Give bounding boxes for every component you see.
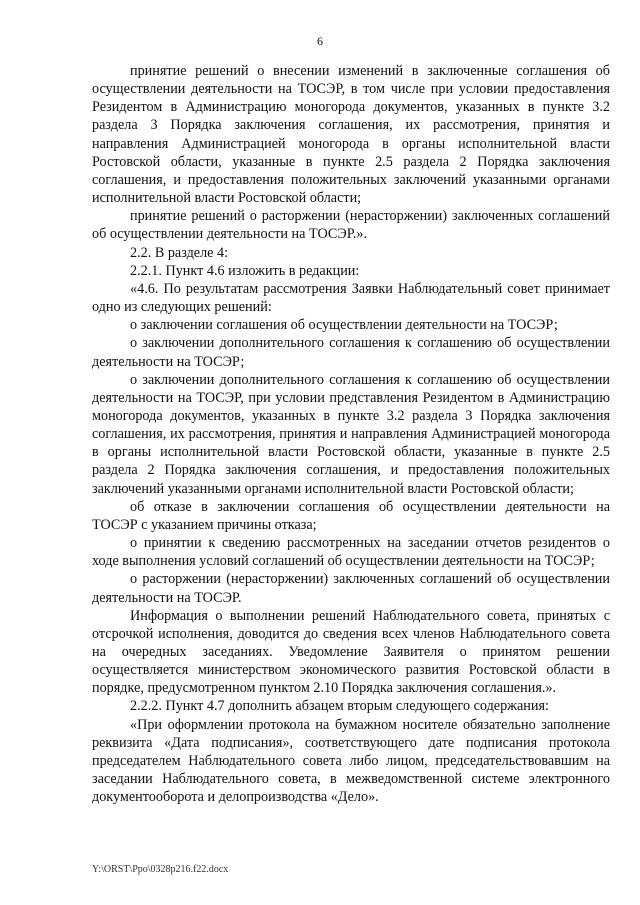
paragraph-reports-acknowledgement: о принятии к сведению рассмотренных на заседании отчетов резидентов о ходе выполнения условий соглашений об осуществлении деятельности на ТОСЭР; [92, 535, 610, 570]
paragraph-amendment-decisions: принятие решений о внесении изменений в заключенные соглашения об осуществлении деятельности на ТОСЭР, в том числе при условии предоставления Резидентом в Администрацию моногорода документов, указанных в пункте 3.2 раздела 3 Порядка заключения соглашения, их рассмотрения, принятия и направления Администрацией моногорода в органы исполнительной власти Ростовской области, указанные в пункте 2.5 раздела 2 Порядка заключения соглашения, и предоставления положительных заключений указанными органами исполнительной власти Ростовской области; [92, 63, 610, 207]
paragraph-item-2-2-2: 2.2.2. Пункт 4.7 дополнить абзацем вторым следующего содержания: [130, 698, 549, 715]
paragraph-additional-agreement: о заключении дополнительного соглашения к соглашению об осуществлении деятельности на ТОСЭР; [92, 335, 610, 370]
paragraph-conclude-agreement: о заключении соглашения об осуществлении деятельности на ТОСЭР; [130, 317, 558, 334]
document-body [92, 62, 610, 806]
paragraph-protocol-signing: «При оформлении протокола на бумажном носителе обязательно заполнение реквизита «Дата подписания», соответствующего дате подписания протокола председателем Наблюдательного совета либо лицом, председательствовавшим на заседании Наблюдательного совета, в межведомственной системе электронного документооборота и делопроизводства «Дело». [92, 716, 610, 806]
paragraph-clause-4-6: «4.6. По результатам рассмотрения Заявки Наблюдательный совет принимает одно из следующих решений: [92, 280, 610, 316]
paragraph-termination-decisions: принятие решений о расторжении (нерасторжении) заключенных соглашений об осуществлении деятельности на ТОСЭР.». [92, 208, 610, 243]
paragraph-additional-agreement-conditional: о заключении дополнительного соглашения к соглашению об осуществлении деятельности на ТОСЭР, при условии представления Резидентом в Администрацию моногорода документов, указанных в пункте 3.2 раздела 3 Порядка заключения соглашения, их рассмотрения, принятия и направления Администрацией моногорода в органы исполнительной власти Ростовской области, указанные в пункте 2.5 раздела 2 Порядка заключения соглашения, и предоставления положительных заключений указанными органами исполнительной власти Ростовской области; [92, 371, 610, 497]
paragraph-refusal: об отказе в заключении соглашения об осуществлении деятельности на ТОСЭР с указанием причины отказа; [92, 498, 610, 533]
paragraph-section-2-2: 2.2. В разделе 4: [130, 244, 229, 261]
paragraph-item-2-2-1: 2.2.1. Пункт 4.6 изложить в редакции: [130, 262, 360, 279]
paragraph-decision-information: Информация о выполнении решений Наблюдательного совета, принятых с отсрочкой исполнения, доводится до сведения всех членов Наблюдательного совета на очередных заседаниях. Уведомление Заявителя о принятом решении осуществляется министерством экономического развития Ростовской области в порядке, предусмотренном пунктом 2.10 Порядка заключения соглашения.». [92, 607, 610, 697]
paragraph-termination: о расторжении (нерасторжении) заключенных соглашений об осуществлении деятельности на ТОСЭР. [92, 571, 610, 606]
footer-file-path: Y:\ORST\Ppo\0328p216.f22.docx [92, 864, 229, 875]
page-number: 6 [317, 34, 323, 48]
